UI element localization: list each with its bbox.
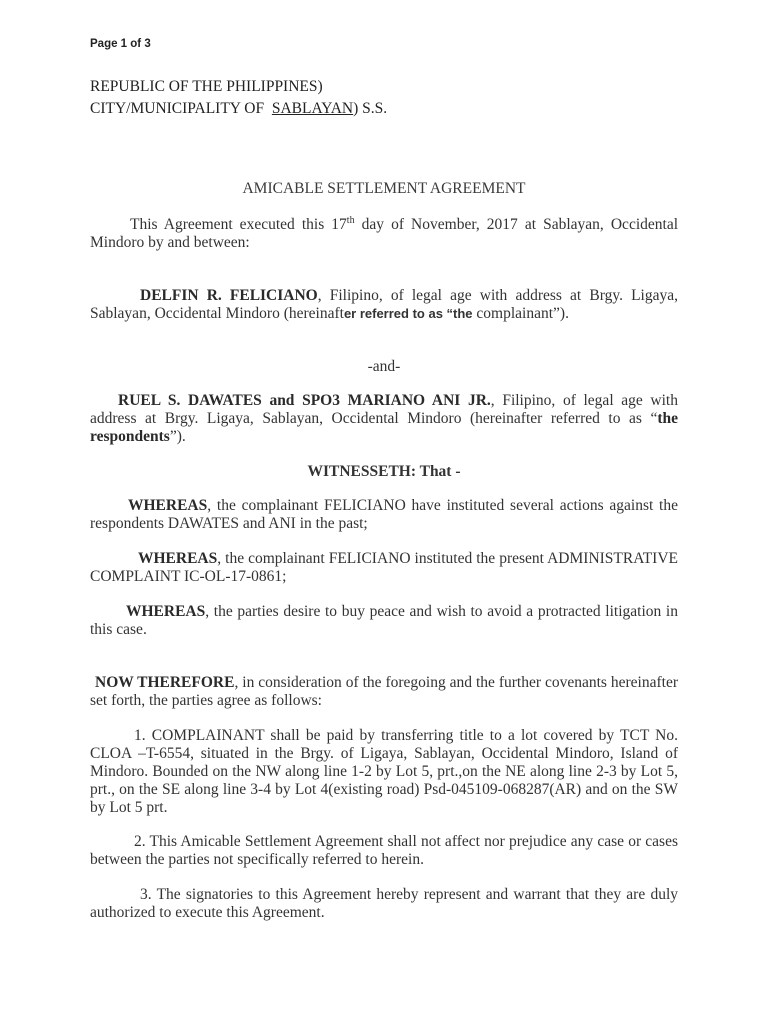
now-therefore-text: , in consideration of the foregoing and the further covenants hereinafter set forth, the parties agree as follows: [90,674,679,709]
intro-text-a: This Agreement executed this 17 [130,216,347,233]
party1-paragraph [90,287,678,323]
header-republic: REPUBLIC OF THE PHILIPPINES) [90,78,323,95]
party2-text-c: ”). [169,428,186,445]
party2-text-b: the respondents [90,410,678,445]
and-separator: -and- [367,358,401,375]
document-title: AMICABLE SETTLEMENT AGREEMENT [242,180,526,197]
header-city-place: SABLAYAN [271,100,354,117]
whereas-1-keyword: WHEREAS [128,497,208,514]
witnesseth-heading [0,463,768,481]
party2-name: RUEL S. DAWATES and SPO3 MARIANO ANI JR. [118,392,491,409]
whereas-2 [90,550,678,586]
witnesseth-text: WITNESSETH: That - [307,463,461,480]
intro-text-b: day of November, 2017 at Sablayan, Occidental Mindoro by and between: [90,216,679,251]
intro-paragraph [90,216,678,252]
header-city [90,100,387,118]
header-city-prefix: CITY/MUNICIPALITY OF [90,100,272,117]
party1-text-a: , Filipino, of legal age with address at Brgy. Ligaya, Sablayan, Occidental Mindoro (hereinaft [90,287,678,322]
party1-text-c: complainant”). [472,305,569,322]
whereas-3-text: , the parties desire to buy peace and wish to avoid a protracted litigation in this case. [90,603,678,638]
party1-text-b: er referred to as “the [343,306,473,321]
page-number: Page 1 of 3 [90,38,151,50]
party1-name: DELFIN R. FELICIANO [140,287,318,304]
whereas-3 [90,603,678,639]
whereas-2-keyword: WHEREAS [138,550,218,567]
whereas-1 [90,497,678,533]
clause-2: 2. This Amicable Settlement Agreement shall not affect nor prejudice any case or cases between the parties not specifically referred to herein. [90,833,678,868]
clause-1: 1. COMPLAINANT shall be paid by transferring title to a lot covered by TCT No. CLOA –T-6554, situated in the Brgy. of Ligaya, Sablayan, Occidental Mindoro, Island of Mindoro. Bounded on the NW along line 1-2 by Lot 5, prt.,on the NE along line 2-3 by Lot 5, prt., on the SE along line 3-4 by Lot 4(existing road) Psd-045109-068287(AR) and on the SW by Lot 5 prt. [90,727,678,816]
party2-paragraph [90,392,678,446]
party2-text-a: , Filipino, of legal age with address at Brgy. Ligaya, Sablayan, Occidental Mindoro (hereinafter referred to as “ [90,392,678,427]
header-city-suffix: ) S.S. [353,100,388,117]
whereas-2-text: , the complainant FELICIANO instituted the present ADMINISTRATIVE COMPLAINT IC-OL-17-0861; [90,550,678,585]
clause-3: 3. The signatories to this Agreement hereby represent and warrant that they are duly authorized to execute this Agreement. [90,886,678,921]
now-therefore-paragraph [90,674,678,710]
whereas-3-keyword: WHEREAS [126,603,206,620]
intro-ordinal: th [346,214,355,226]
now-therefore-keyword: NOW THEREFORE [95,674,235,691]
whereas-1-text: , the complainant FELICIANO have instituted several actions against the respondents DAWATES and ANI in the past; [90,497,678,532]
